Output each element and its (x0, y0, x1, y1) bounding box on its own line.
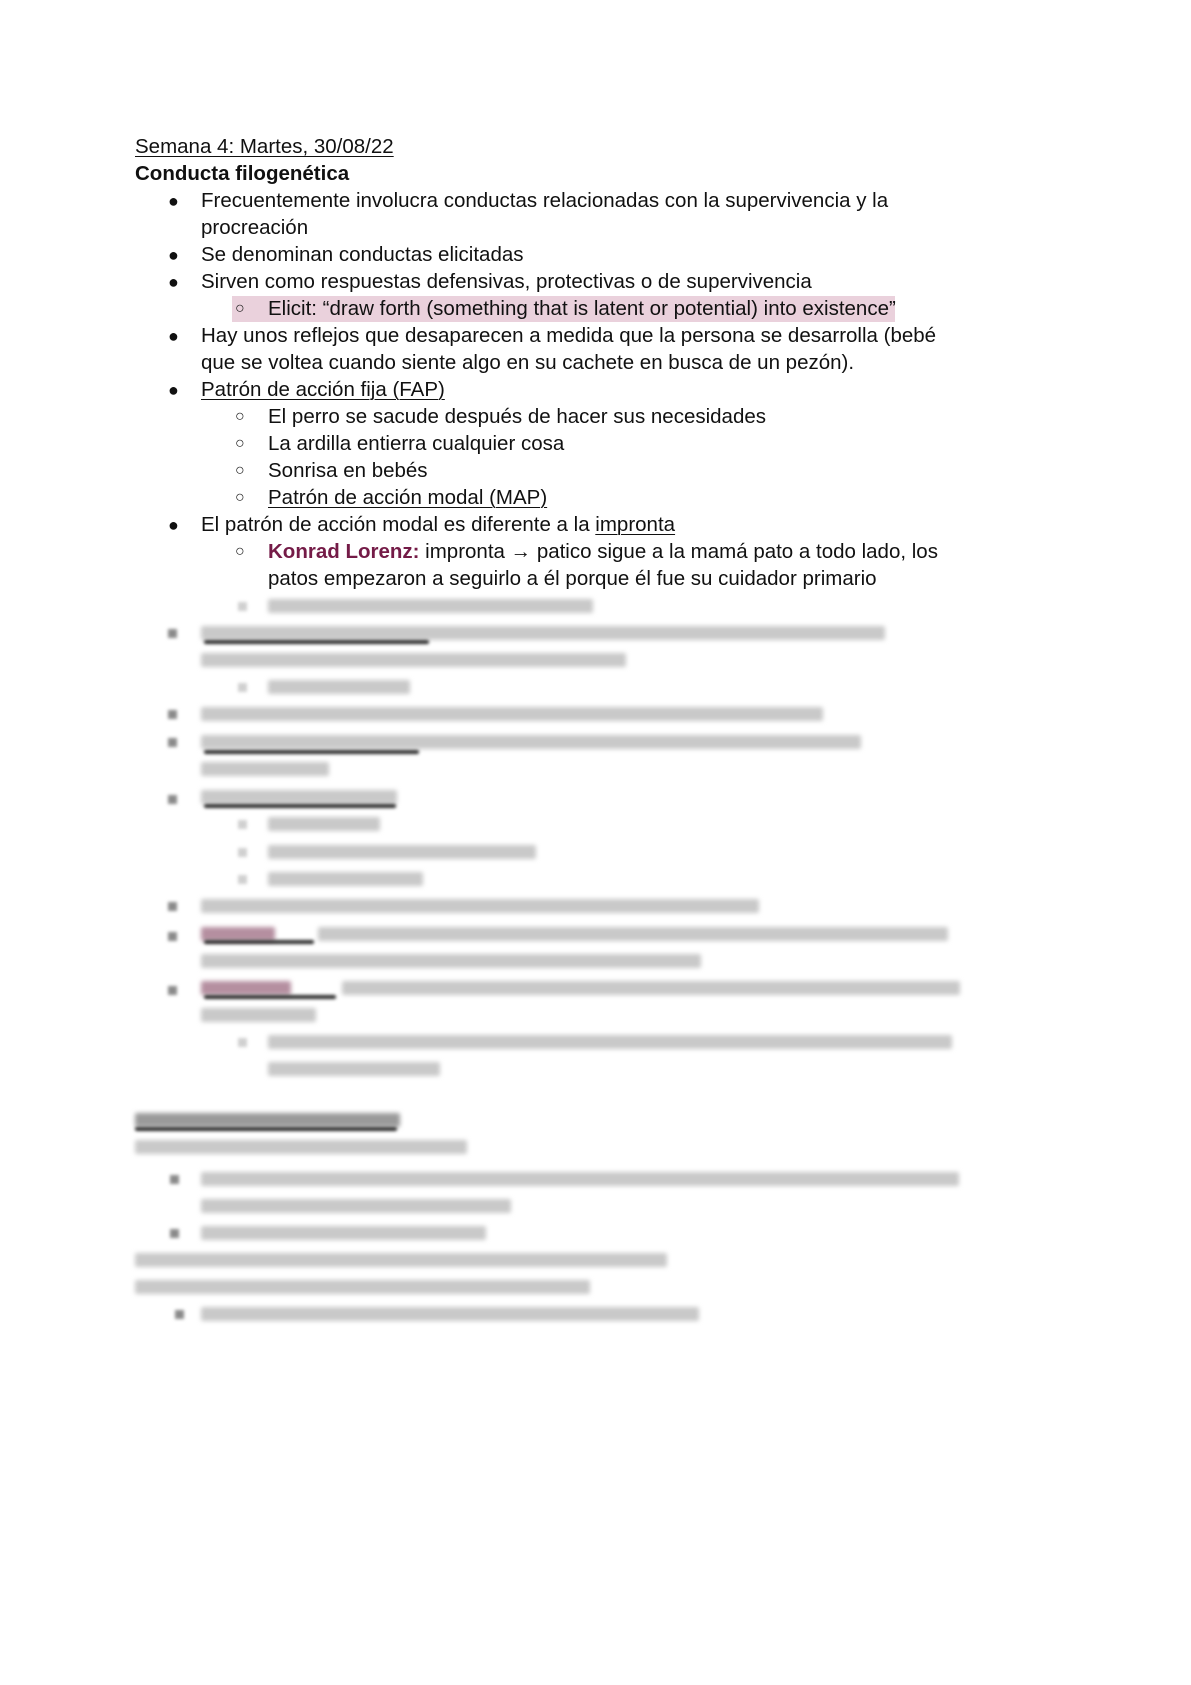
sub-bullet-icon: ○ (235, 462, 245, 479)
bullet-icon: ● (168, 380, 179, 400)
sub-list-item-text: impronta → patico sigue a la mamá pato a todo lado, los (419, 540, 938, 563)
list-item-text: El patrón de acción modal es diferente a la (201, 513, 596, 536)
list-item-continuation: que se voltea cuando siente algo en su cachete en busca de un pezón). (201, 351, 855, 374)
bullet-icon: ● (168, 245, 179, 265)
list-item (201, 511, 675, 539)
sub-bullet-icon: ○ (235, 408, 245, 425)
bullet-icon: ● (168, 272, 179, 292)
sub-bullet-icon: ○ (235, 435, 245, 452)
list-item: Se denominan conductas elicitadas (201, 243, 524, 266)
bullet-icon: ● (168, 326, 179, 346)
sub-bullet-icon: ○ (235, 543, 245, 560)
sub-bullet-icon: ○ (235, 489, 245, 506)
list-item-continuation: procreación (201, 216, 309, 239)
sub-list-item-continuation: patos empezaron a seguirlo a él porque él fue su cuidador primario (268, 567, 877, 590)
sub-list-item-underlined: Patrón de acción modal (MAP) (268, 486, 548, 509)
sub-bullet-icon: ○ (235, 300, 245, 317)
list-item: Sirven como respuestas defensivas, protectivas o de supervivencia (201, 270, 812, 293)
section-title: Conducta filogenética (135, 162, 350, 185)
list-item: Frecuentemente involucra conductas relacionadas con la supervivencia y la (201, 189, 889, 212)
list-item: Hay unos reflejos que desaparecen a medida que la persona se desarrolla (bebé (201, 324, 937, 347)
sub-list-item (268, 538, 938, 566)
bullet-icon: ● (168, 515, 179, 535)
date-heading: Semana 4: Martes, 30/08/22 (135, 135, 394, 158)
konrad-lorenz-label: Konrad Lorenz: (268, 540, 420, 563)
sub-list-item: La ardilla entierra cualquier cosa (268, 432, 565, 455)
impronta-term: impronta (595, 513, 676, 536)
sub-list-item: El perro se sacude después de hacer sus necesidades (268, 405, 767, 428)
sub-list-item-highlighted: Elicit: “draw forth (something that is latent or potential) into existence” (268, 297, 896, 320)
bullet-icon: ● (168, 191, 179, 211)
list-item-underlined: Patrón de acción fija (FAP) (201, 378, 445, 401)
sub-list-item: Sonrisa en bebés (268, 459, 428, 482)
